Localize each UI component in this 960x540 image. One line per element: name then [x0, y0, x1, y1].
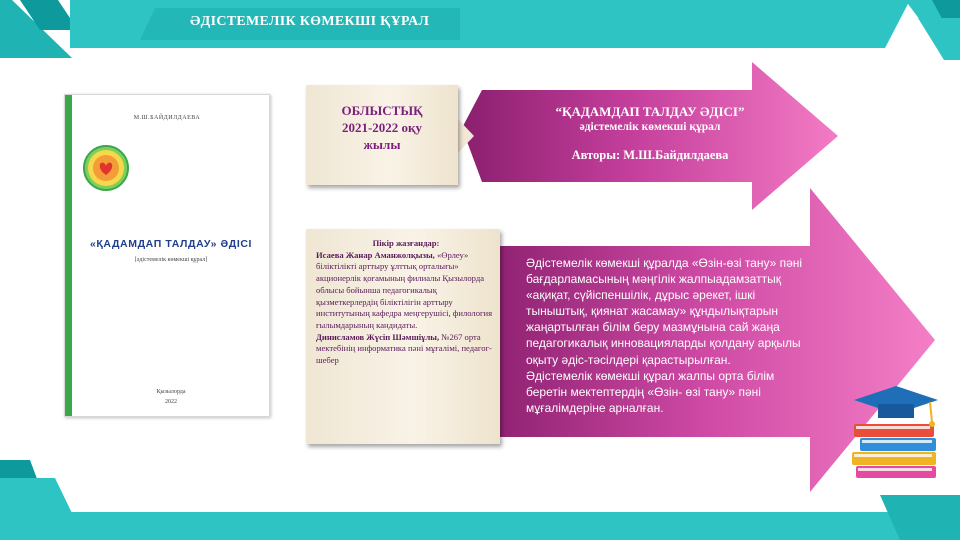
region-line-2: 2021-2022 оқу — [341, 120, 423, 135]
book-subtitle: [әдістемелік көмекші құрал] — [134, 257, 208, 263]
region-line-1: ОБЛЫСТЫҚ — [341, 103, 423, 118]
top-teal-band — [0, 0, 960, 60]
book-cover-image — [64, 94, 270, 417]
book-year: 2022 — [165, 399, 177, 405]
reviewer-1-desc: «Өрлеу» біліктілікті арттыру ұлттық орталығы» акционерлік қоғамының филиалы Қызылорда облысы бойынша педагогикалық қызметкерлердің біліктілігін арттыру институтының кафедра меңгерушісі, филология ғылымдарының кандидаты. — [316, 249, 493, 330]
top-arrow-text — [500, 104, 800, 163]
reviewers-box — [306, 229, 500, 444]
description-line: Әдістемелік көмекші құрал жалпы орта білім — [526, 368, 775, 383]
page-title: ӘДІСТЕМЕЛІК КӨМЕКШІ ҚҰРАЛ — [190, 14, 430, 29]
book-author: М.Ш.БАЙДИЛДАЕВА — [133, 115, 201, 121]
description-text — [526, 255, 832, 416]
description-line: «ақиқат, сүйіспеншілік, дұрыс әрекет, ішкі — [526, 288, 756, 303]
graduation-books-icon — [848, 380, 944, 490]
reviewer-1-name: Исаева Жанар Аманжолқызы, — [316, 249, 435, 260]
reviewer-2-desc: №267 орта мектебінің информатика пәні мұғалімі, педагог-шебер — [316, 331, 492, 366]
region-line-3: жылы — [363, 137, 401, 152]
region-year-box — [306, 85, 458, 185]
description-line: беретін мектептердің «Өзін- өзі тану» пәні — [526, 384, 761, 399]
book-city: Қызылорда — [156, 389, 186, 395]
description-line: педагогикалық инновацияларды қолдану арқылы — [526, 336, 801, 351]
manual-author: Авторы: М.Ш.Байдилдаева — [571, 148, 729, 162]
description-line: оқыту әдіс-тәсілдері қарастырылған. — [526, 352, 731, 367]
lotus-logo-icon — [83, 145, 129, 191]
description-line: тыныштық, қиянат жасамау» құндылықтарын — [526, 304, 779, 319]
description-line: жаңартылған білім беру мазмұнына сай жаңа — [526, 320, 780, 335]
manual-subtitle: әдістемелік көмекші құрал — [579, 121, 721, 133]
description-line: Әдістемелік көмекші құралда «Өзін-өзі тану» пәні — [526, 256, 803, 270]
description-line: мұғалімдеріне арналған. — [526, 400, 664, 415]
reviewer-2-name: Диниcламов Жүсіп Шәмшіұлы, — [316, 331, 440, 342]
description-line: бағдарламасының мәңгілік жалпыадамзаттық — [526, 272, 781, 287]
book-spine-band — [65, 95, 72, 416]
reviewers-heading: Пікір жазғандар: — [372, 238, 440, 248]
book-title: «ҚАДАМДАП ТАЛДАУ» ӘДІСІ — [89, 238, 253, 250]
manual-title: “ҚАДАМДАП ТАЛДАУ ӘДІСІ” — [555, 104, 745, 119]
